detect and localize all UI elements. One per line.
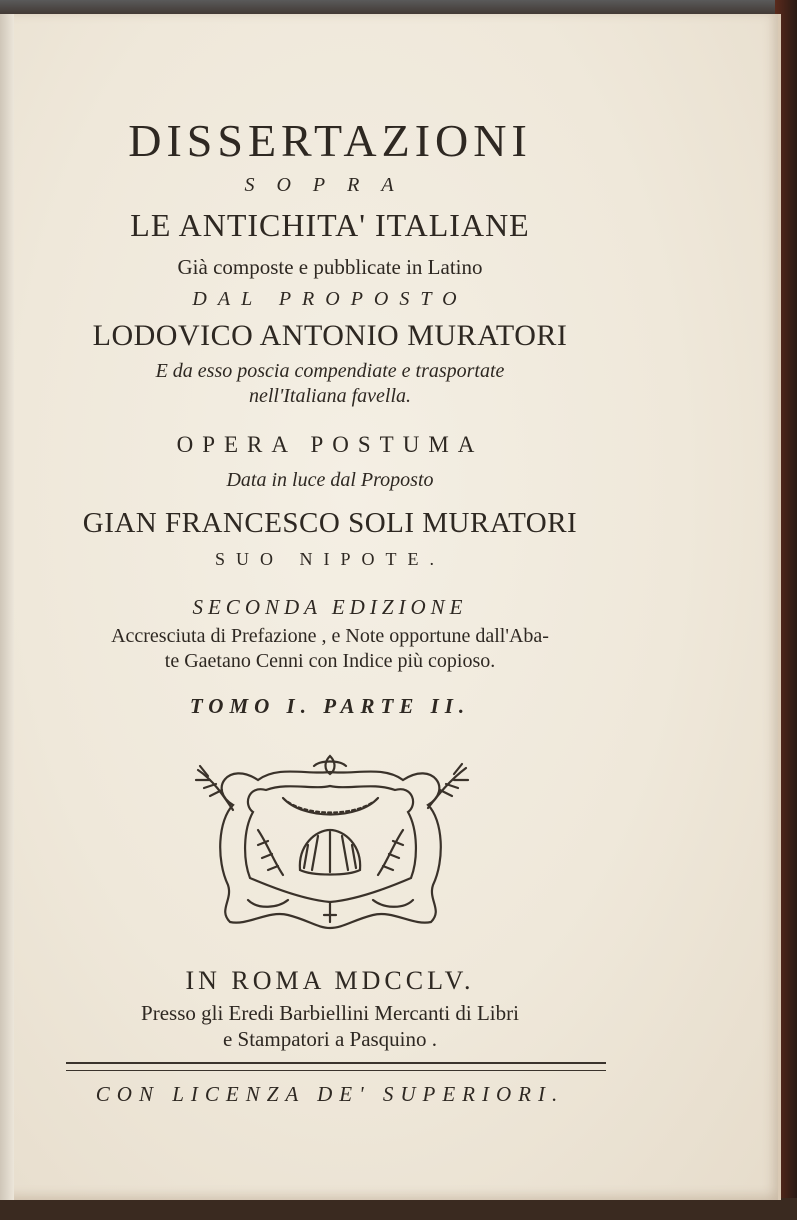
- licenza-line: CON LICENZA DE' SUPERIORI.: [95, 1082, 565, 1106]
- author-name: LODOVICO ANTONIO MURATORI: [92, 319, 568, 352]
- double-rule-divider: [66, 1062, 606, 1071]
- editor-name: GIAN FRANCESCO SOLI MURATORI: [82, 507, 578, 539]
- scan-backdrop-bottom: [0, 1198, 797, 1220]
- accresciuta-line-2: te Gaetano Cenni con Indice più copioso.: [164, 650, 496, 672]
- compendiate-line-1: E da esso poscia compendiate e trasportate: [155, 360, 505, 382]
- printer-line-2: e Stampatori a Pasquino .: [222, 1027, 438, 1051]
- opera-postuma: OPERA POSTUMA: [176, 432, 484, 457]
- imprint-place-date: IN ROMA MDCCLV.: [185, 966, 475, 995]
- printer-line-1: Presso gli Eredi Barbiellini Mercanti di Libri: [141, 1001, 519, 1025]
- subject-line: LE ANTICHITA' ITALIANE: [130, 207, 530, 243]
- suo-nipote: SUO NIPOTE.: [214, 549, 445, 569]
- dal-proposto-line: DAL PROPOSTO: [192, 288, 468, 310]
- compendiate-line-2: nell'Italiana favella.: [248, 385, 412, 407]
- page-gutter-shadow: [0, 14, 14, 1200]
- composition-note: Già composte e pubblicate in Latino: [177, 255, 483, 279]
- volume-line: TOMO I. PARTE II.: [189, 694, 471, 718]
- accresciuta-line-1: Accresciuta di Prefazione , e Note opportune dall'Aba-: [111, 625, 549, 647]
- book-title: DISSERTAZIONI: [128, 115, 532, 166]
- edition-line: SECONDA EDIZIONE: [192, 595, 468, 619]
- printers-ornament-icon: [188, 750, 473, 934]
- sopra-line: SOPRA: [244, 174, 416, 196]
- data-in-luce-line: Data in luce dal Proposto: [226, 469, 434, 491]
- title-page: [0, 14, 781, 1200]
